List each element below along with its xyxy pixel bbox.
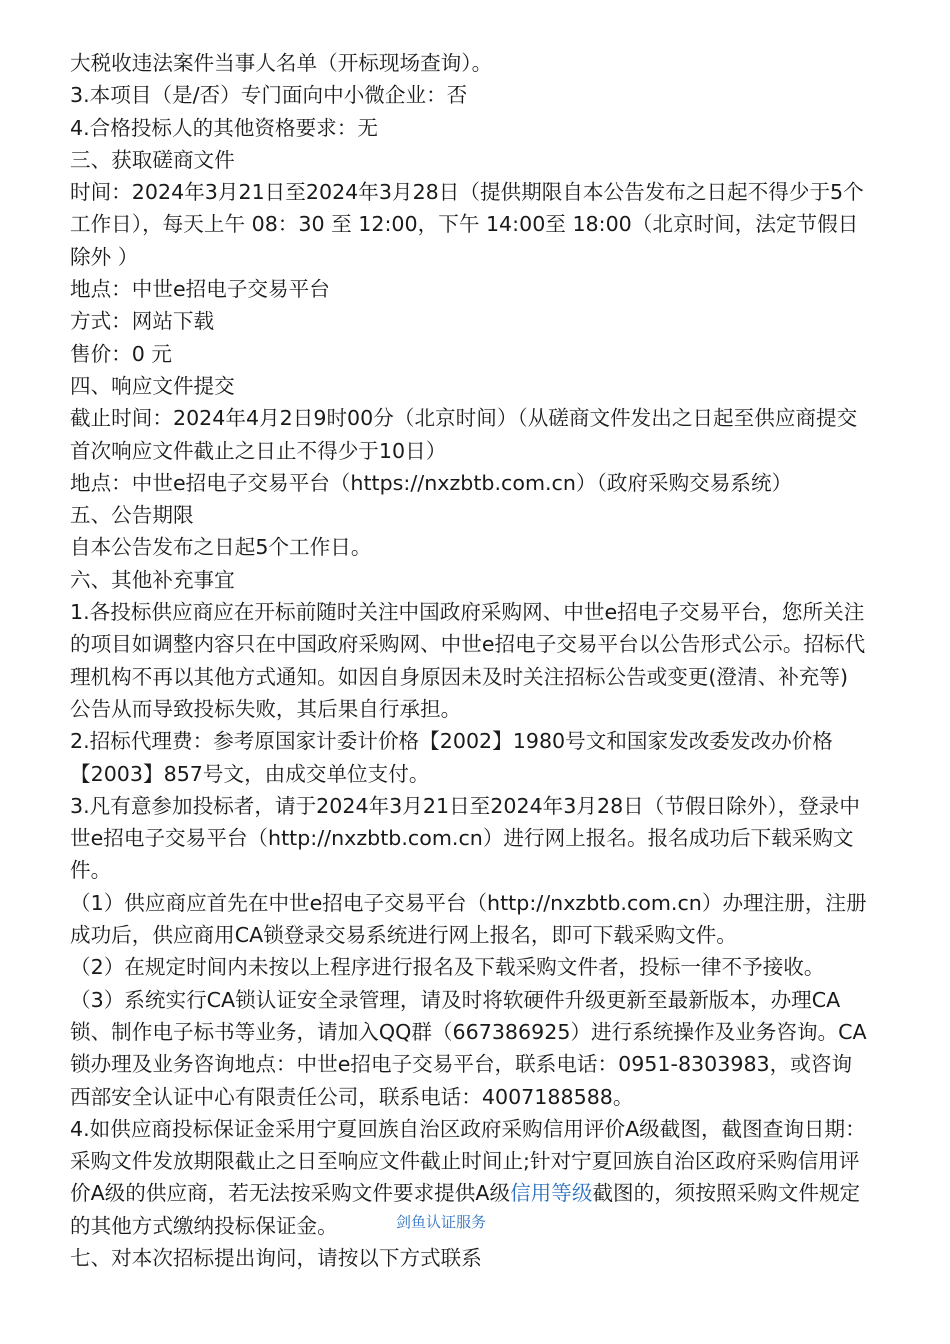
text-line: 地点：中世e招电子交易平台（https://nxzbtb.com.cn）（政府采购交易系统）	[70, 470, 793, 495]
text-line: 西部安全认证中心有限责任公司，联系电话：4007188588。	[70, 1084, 634, 1109]
text-line: （1）供应商应首先在中世e招电子交易平台（http://nxzbtb.com.cn）办理注册，注册	[70, 890, 867, 915]
text-line: 3.本项目（是/否）专门面向中小微企业：否	[70, 83, 468, 108]
text-line: 锁、制作电子标书等业务，请加入QQ群（667386925）进行系统操作及业务咨询。CA	[70, 1019, 867, 1044]
text-line: 4.合格投标人的其他资格要求：无	[70, 115, 378, 140]
text-segment: 价A级的供应商，若无法按采购文件要求提供A级	[70, 1181, 511, 1206]
text-line: 【2003】857号文，由成交单位支付。	[70, 761, 430, 786]
text-line: （3）系统实行CA锁认证安全录管理，请及时将软硬件升级更新至最新版本，办理CA	[70, 987, 841, 1012]
text-segment: 截图的，须按照采购文件规定	[592, 1181, 861, 1206]
text-line: 4.如供应商投标保证金采用宁夏回族自治区政府采购信用评价A级截图，截图查询日期：	[70, 1116, 866, 1141]
text-line: 除外 ）	[70, 244, 139, 269]
section-heading: 四、响应文件提交	[70, 373, 235, 398]
document-body	[70, 47, 885, 1274]
section-heading: 六、其他补充事宜	[70, 567, 235, 592]
section-heading: 三、获取磋商文件	[70, 147, 235, 172]
text-line: 的其他方式缴纳投标保证金。	[70, 1213, 338, 1238]
text-line: 成功后，供应商用CA锁登录交易系统进行网上报名，即可下载采购文件。	[70, 923, 737, 948]
text-line: 工作日），每天上午 08：30 至 12:00，下午 14:00至 18:00（北京时间，法定节假日	[70, 212, 859, 237]
text-line-with-link	[70, 1177, 885, 1209]
text-line: 时间：2024年3月21日至2024年3月28日（提供期限自本公告发布之日起不得少于5个	[70, 180, 864, 205]
section-heading: 七、对本次招标提出询问，请按以下方式联系	[70, 1245, 482, 1270]
text-line: 截止时间：2024年4月2日9时00分（北京时间）（从磋商文件发出之日起至供应商提交	[70, 406, 858, 431]
text-line: 售价：0 元	[70, 341, 173, 366]
text-line: 自本公告发布之日起5个工作日。	[70, 535, 372, 560]
text-line: 2.招标代理费：参考原国家计委计价格【2002】1980号文和国家发改委发改办价格	[70, 729, 833, 754]
certification-service-link[interactable]: 剑鱼认证服务	[396, 1213, 487, 1231]
text-line: 理机构不再以其他方式通知。如因自身原因未及时关注招标公告或变更(澄清、补充等)	[70, 664, 849, 689]
text-line: 地点：中世e招电子交易平台	[70, 277, 330, 302]
text-line: 锁办理及业务咨询地点：中世e招电子交易平台，联系电话：0951-8303983，或咨询	[70, 1052, 853, 1077]
text-line: 1.各投标供应商应在开标前随时关注中国政府采购网、中世e招电子交易平台，您所关注	[70, 600, 865, 625]
text-line: 件。	[70, 858, 112, 883]
section-heading: 五、公告期限	[70, 503, 194, 528]
text-line: 世e招电子交易平台（http://nxzbtb.com.cn）进行网上报名。报名成功后下载采购文	[70, 826, 854, 851]
text-line: 公告从而导致投标失败，其后果自行承担。	[70, 696, 462, 721]
text-line: 首次响应文件截止之日止不得少于10日）	[70, 438, 447, 463]
text-line: 大税收违法案件当事人名单（开标现场查询）。	[70, 51, 493, 75]
text-line: 方式：网站下载	[70, 309, 215, 334]
credit-level-link[interactable]: 信用等级	[510, 1181, 593, 1206]
text-line: 3.凡有意参加投标者，请于2024年3月21日至2024年3月28日（节假日除外），登录中	[70, 793, 860, 818]
text-line: 采购文件发放期限截止之日至响应文件截止时间止;针对宁夏回族自治区政府采购信用评	[70, 1149, 860, 1174]
text-line: 的项目如调整内容只在中国政府采购网、中世e招电子交易平台以公告形式公示。招标代	[70, 632, 866, 657]
text-line: （2）在规定时间内未按以上程序进行报名及下载采购文件者，投标一律不予接收。	[70, 955, 825, 980]
